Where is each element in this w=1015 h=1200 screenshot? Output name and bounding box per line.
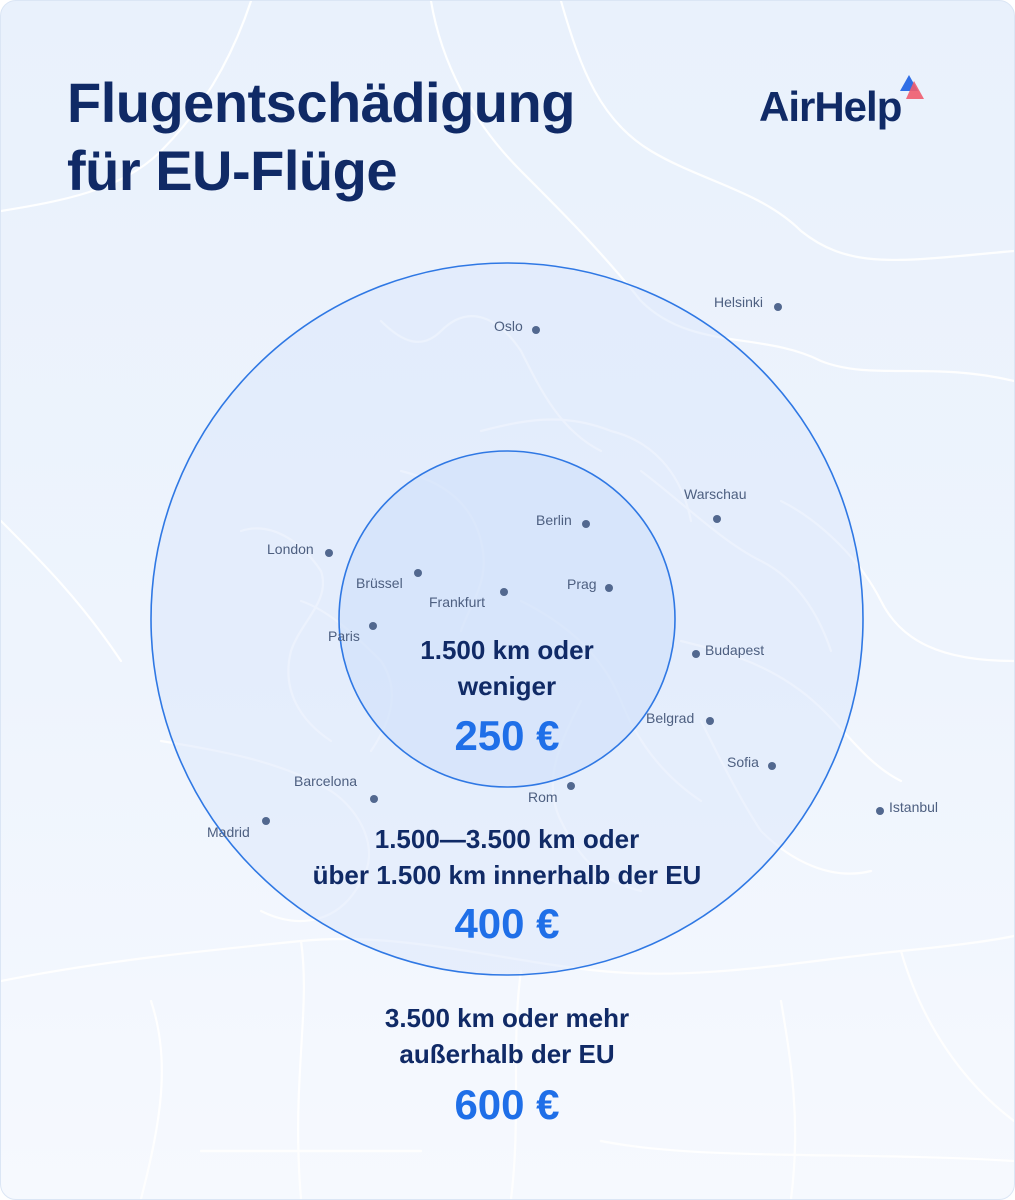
city-dot-frankfurt — [500, 588, 508, 596]
city-dot-oslo — [532, 326, 540, 334]
title-line-1: Flugentschädigung — [67, 71, 575, 134]
city-label-berlin: Berlin — [536, 512, 572, 528]
city-label-barcelona: Barcelona — [294, 773, 358, 789]
city-label-belgrad: Belgrad — [646, 710, 695, 726]
outer-zone-amount: 600 € — [454, 1081, 560, 1128]
city-dot-budapest — [692, 650, 700, 658]
logo-wordmark: AirHelp — [759, 83, 902, 130]
city-label-prag: Prag — [567, 576, 597, 592]
city-dot-london — [325, 549, 333, 557]
page-title — [67, 69, 575, 205]
city-label-helsinki: Helsinki — [714, 294, 764, 310]
city-dot-rom — [567, 782, 575, 790]
outer-zone-distance-label — [257, 1000, 757, 1072]
city-label-oslo: Oslo — [494, 318, 523, 334]
inner-zone-amount: 250 € — [454, 712, 560, 759]
city-dot-sofia — [768, 762, 776, 770]
outer-zone-line-1: 3.500 km oder mehr — [384, 1003, 630, 1033]
city-dot-warschau — [713, 515, 721, 523]
middle-zone-amount: 400 € — [454, 900, 560, 947]
city-label-madrid: Madrid — [207, 824, 250, 840]
city-label-warschau: Warschau — [684, 486, 747, 502]
city-dot-berlin — [582, 520, 590, 528]
city-dot-belgrad — [706, 717, 714, 725]
middle-zone-line-2: über 1.500 km innerhalb der EU — [312, 860, 702, 890]
title-line-2: für EU-Flüge — [67, 139, 397, 202]
airhelp-logo — [759, 71, 927, 143]
outer-zone-line-2: außerhalb der EU — [399, 1039, 615, 1069]
city-label-istanbul: Istanbul — [889, 799, 939, 815]
city-label-frankfurt: Frankfurt — [429, 594, 486, 610]
city-dot-barcelona — [370, 795, 378, 803]
city-dot-bruessel — [414, 569, 422, 577]
inner-zone-line-2: weniger — [457, 671, 557, 701]
city-label-paris: Paris — [328, 628, 360, 644]
middle-zone-line-1: 1.500—3.500 km oder — [374, 824, 640, 854]
city-dot-prag — [605, 584, 613, 592]
city-dot-helsinki — [774, 303, 782, 311]
airhelp-logo-icon — [899, 73, 927, 101]
city-dot-istanbul — [876, 807, 884, 815]
city-label-sofia: Sofia — [727, 754, 759, 770]
city-label-london: London — [267, 541, 314, 557]
inner-zone-line-1: 1.500 km oder — [420, 635, 594, 665]
city-dot-paris — [369, 622, 377, 630]
city-label-bruessel: Brüssel — [356, 575, 403, 591]
middle-zone-distance-label — [227, 821, 787, 893]
inner-zone-distance-label — [357, 632, 657, 704]
city-label-rom: Rom — [528, 789, 558, 805]
city-label-budapest: Budapest — [705, 642, 765, 658]
